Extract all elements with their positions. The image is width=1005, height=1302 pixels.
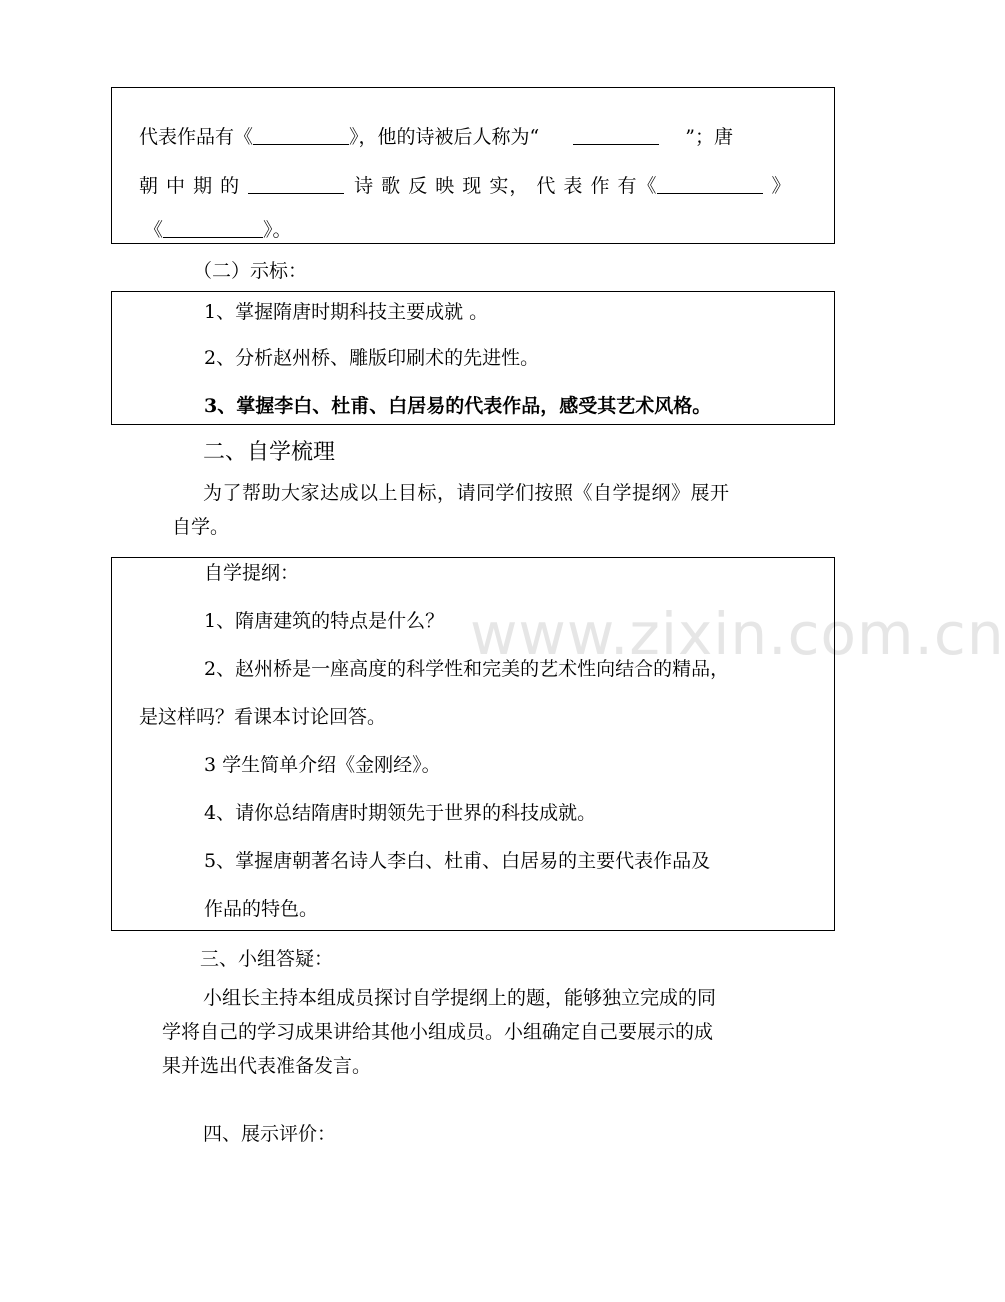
outline-item-2-line1: 2、赵州桥是一座高度的科学性和完美的艺术性向结合的精品， [204, 658, 730, 680]
goals-heading: （二）示标： [193, 260, 308, 282]
section2-heading: 二、自学梳理 [203, 440, 336, 465]
outline-title: 自学提纲： [204, 562, 300, 584]
fill-line-3 [144, 217, 292, 243]
section3-heading: 三、小组答疑： [200, 948, 334, 970]
outline-item-5-line2: 作品的特色。 [204, 898, 319, 920]
fill-text: ”；唐 [685, 126, 733, 148]
goal-item-1: 1、掌握隋唐时期科技主要成就 。 [204, 301, 489, 323]
section3-paragraph-line1: 小组长主持本组成员探讨自学提纲上的题，能够独立完成的同 [203, 987, 717, 1009]
fill-line-1 [139, 124, 733, 150]
goal-item-2: 2、分析赵州桥、雕版印刷术的先进性。 [204, 347, 540, 369]
section2-paragraph-line2: 自学。 [172, 516, 230, 538]
section3-paragraph-line3: 果并选出代表准备发言。 [162, 1055, 372, 1077]
section2-paragraph-line1: 为了帮助大家达成以上目标，请同学们按照《自学提纲》展开 [203, 482, 730, 504]
outline-item-5-line1: 5、掌握唐朝著名诗人李白、杜甫、白居易的主要代表作品及 [204, 850, 711, 872]
outline-item-4: 4、请你总结隋唐时期领先于世界的科技成就。 [204, 802, 597, 824]
answer-blank[interactable] [573, 124, 659, 145]
fill-text: 》，他的诗被后人称为“ [349, 126, 540, 148]
goal-item-3: 3、掌握李白、杜甫、白居易的代表作品，感受其艺术风格。 [204, 395, 712, 417]
fill-text: 》。 [263, 219, 292, 241]
self-study-outline-box [111, 557, 835, 931]
fill-line-2 [139, 173, 792, 199]
poetry-fill-box [111, 87, 835, 244]
watermark: www.zixin.com.cn [470, 600, 1005, 668]
answer-blank[interactable] [253, 124, 349, 145]
fill-text: 《 [144, 219, 164, 241]
outline-item-1: 1、隋唐建筑的特点是什么？ [204, 610, 445, 632]
section4-heading: 四、展示评价： [203, 1123, 337, 1145]
fill-text: 》 [771, 175, 792, 197]
answer-blank[interactable] [248, 173, 344, 194]
fill-text: 朝 中 期 的 [139, 175, 241, 197]
answer-blank[interactable] [657, 173, 763, 194]
fill-text: 代表作品有《 [139, 126, 254, 148]
outline-item-2-line2: 是这样吗？看课本讨论回答。 [139, 706, 387, 728]
outline-item-3: 3 学生简单介绍《金刚经》。 [204, 754, 441, 776]
goals-box [111, 291, 835, 425]
answer-blank[interactable] [163, 217, 263, 238]
fill-text: 诗 歌 反 映 现 实， 代 表 作 有《 [354, 175, 658, 197]
section3-paragraph-line2: 学将自己的学习成果讲给其他小组成员。小组确定自己要展示的成 [162, 1021, 714, 1043]
